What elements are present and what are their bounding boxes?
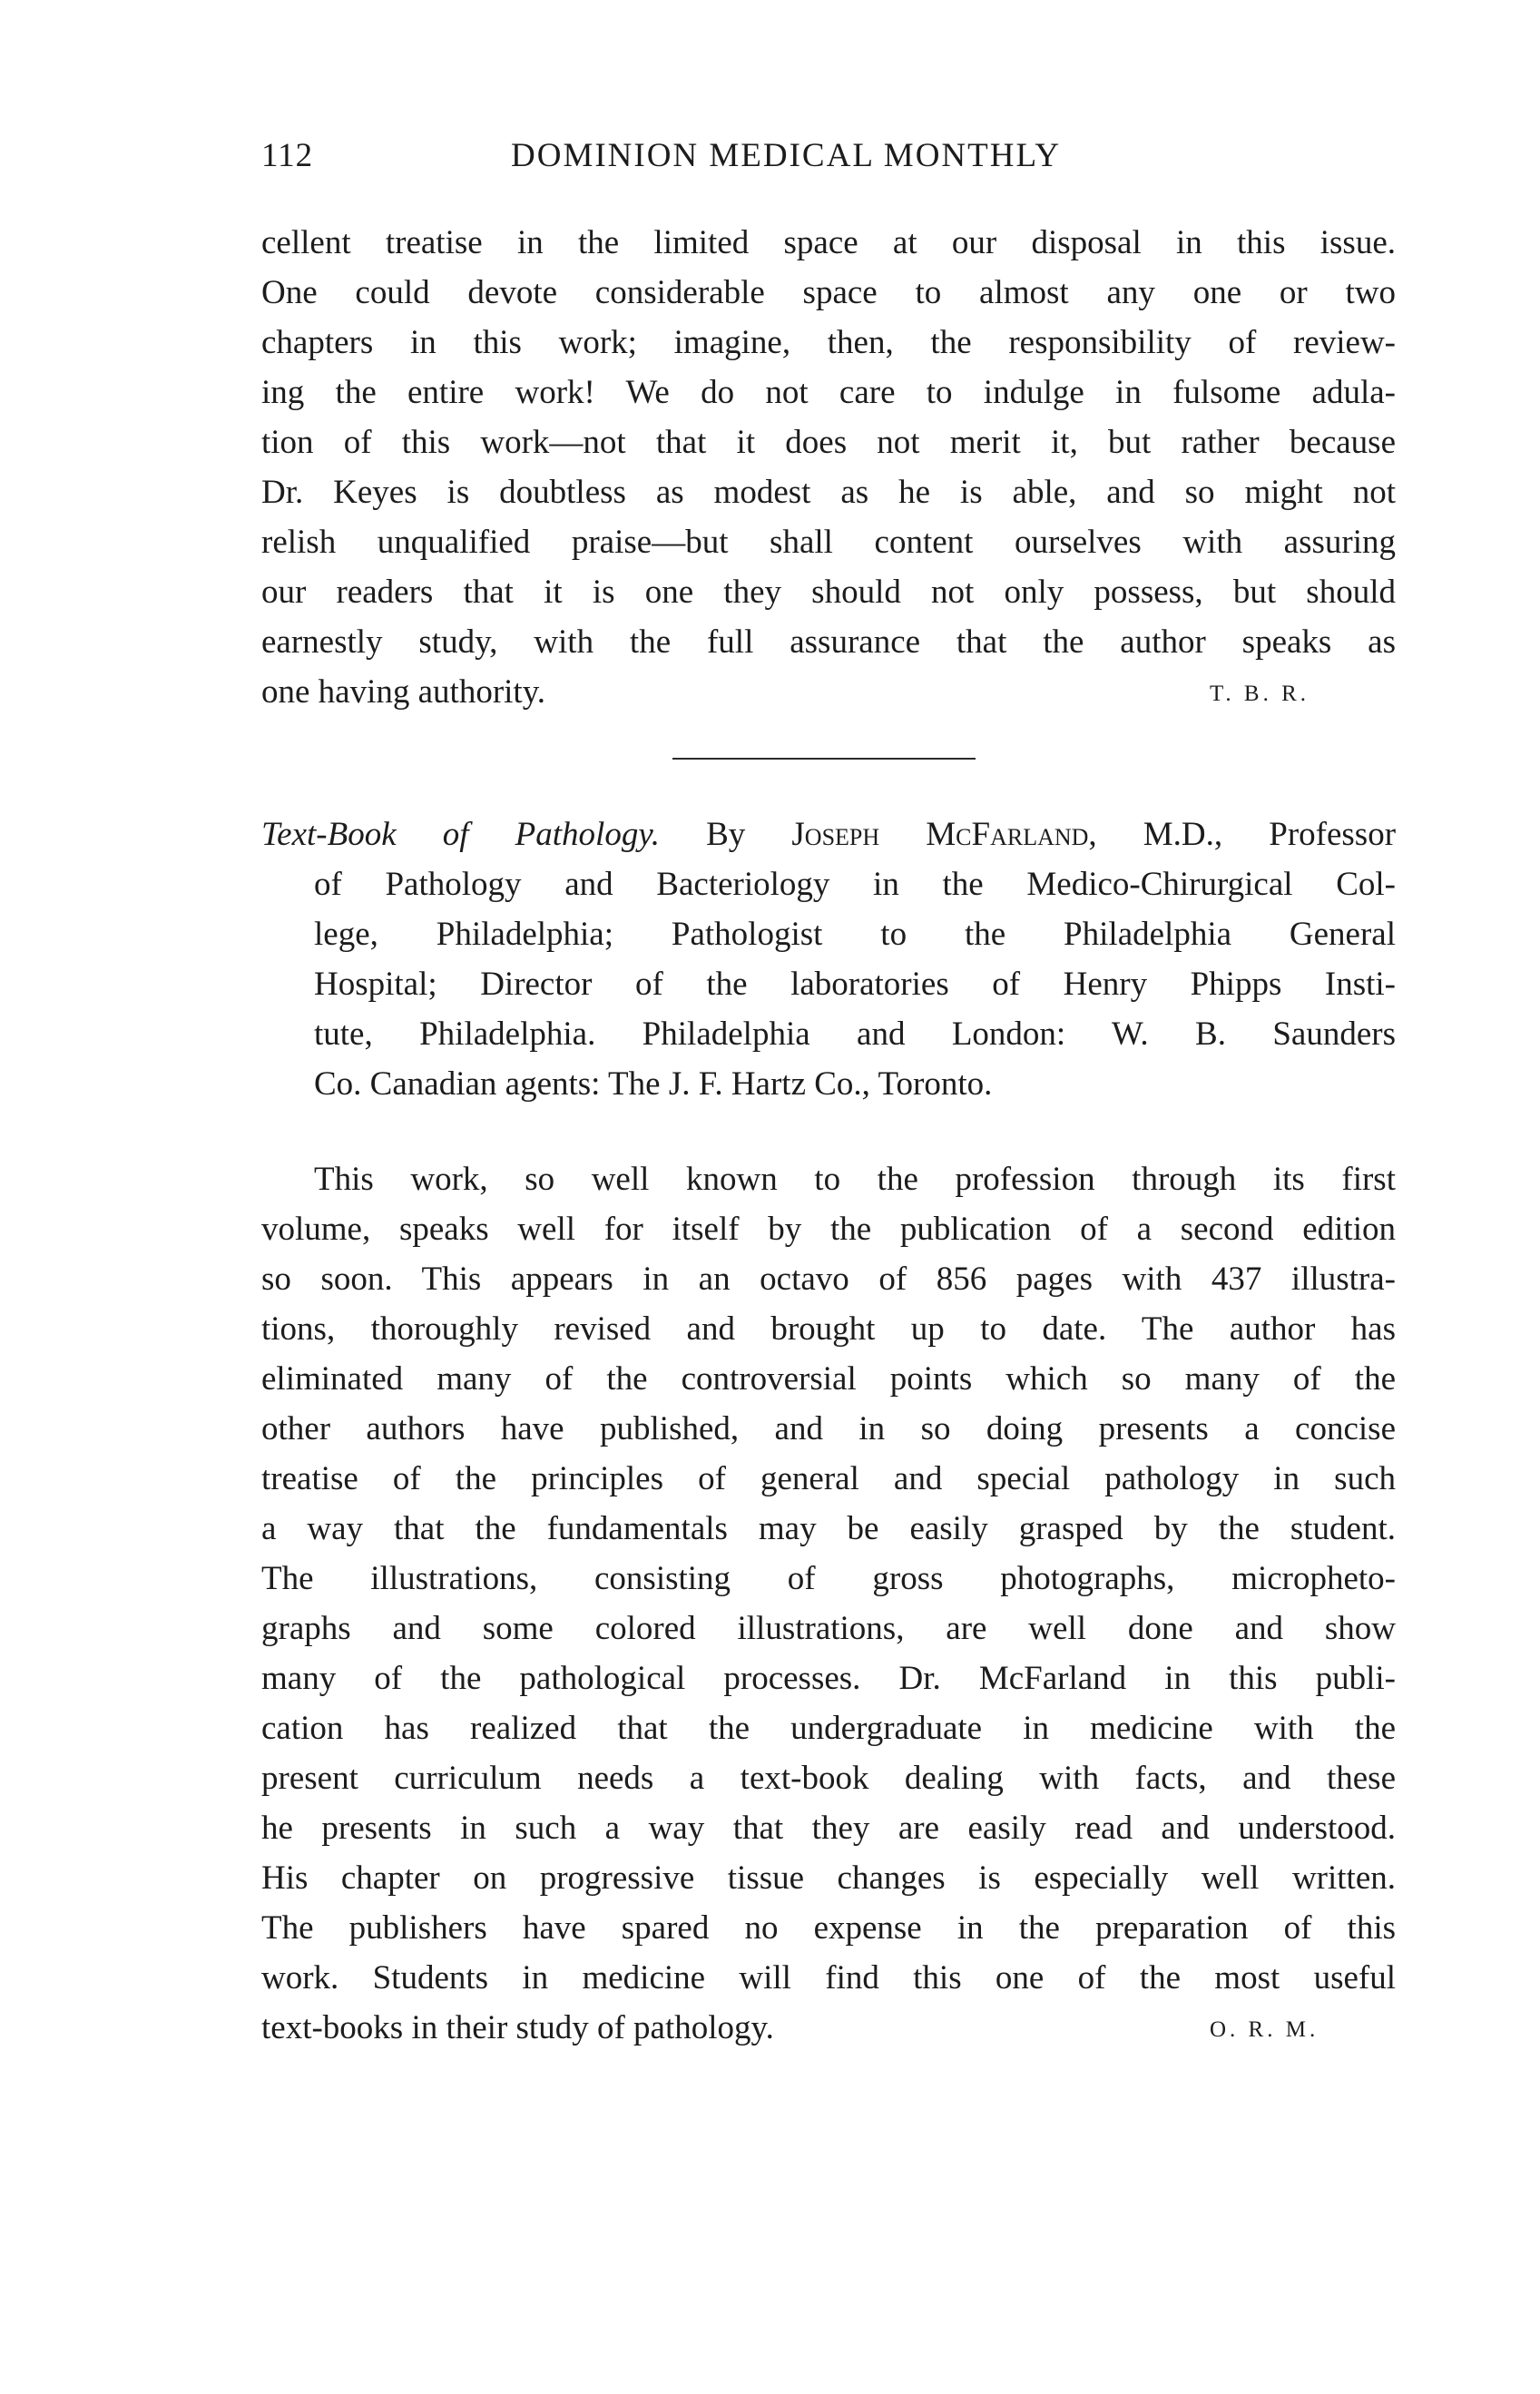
text-line: so soon. This appears in an octavo of 856 pages with 437 illustra- xyxy=(261,1261,1396,1298)
text-line: ing the entire work! We do not care to indulge in fulsome adula- xyxy=(261,374,1396,411)
citation-first-line xyxy=(261,809,1396,859)
reviewer-signature: T. B. R. xyxy=(1210,682,1310,706)
citation-line: lege, Philadelphia; Pathologist to the Philadelphia General xyxy=(314,916,1396,953)
text-line: present curriculum needs a text-book dealing with facts, and these xyxy=(261,1760,1396,1797)
citation-line: Co. Canadian agents: The J. F. Hartz Co., Toronto. xyxy=(314,1065,993,1103)
previous-review-text xyxy=(261,218,1396,717)
page-number: 112 xyxy=(261,137,314,174)
text-line: one having authority. xyxy=(261,673,546,711)
text-line: tions, thoroughly revised and brought up to date. The author has xyxy=(261,1310,1396,1348)
text-line: One could devote considerable space to almost any one or two xyxy=(261,274,1396,311)
text-line: earnestly study, with the full assurance that the author speaks as xyxy=(261,623,1396,661)
text-line: he presents in such a way that they are easily read and understood. xyxy=(261,1810,1396,1847)
text-line: work. Students in medicine will find this one of the most useful xyxy=(261,1959,1396,1997)
text-line: text-books in their study of pathology. xyxy=(261,2009,774,2046)
text-line: Dr. Keyes is doubtless as modest as he is able, and so might not xyxy=(261,474,1396,511)
text-line: other authors have published, and in so doing presents a concise xyxy=(261,1410,1396,1447)
text-line: The illustrations, consisting of gross photographs, micropheto- xyxy=(261,1560,1396,1597)
review-body xyxy=(261,1154,1396,2053)
citation-line: Hospital; Director of the laboratories of Henry Phipps Insti- xyxy=(314,966,1396,1003)
book-title: Text-Book of Pathology. xyxy=(261,816,660,853)
text-line: cation has realized that the undergraduate in medicine with the xyxy=(261,1710,1396,1747)
text-line: tion of this work—not that it does not merit it, but rather because xyxy=(261,424,1396,461)
author-name: Joseph McFarland xyxy=(791,816,1089,853)
text-line-with-signature xyxy=(261,2003,1396,2053)
text-line: graphs and some colored illustrations, are well done and show xyxy=(261,1610,1396,1647)
text-line: treatise of the principles of general and special pathology in such xyxy=(261,1460,1396,1497)
text-line: The publishers have spared no expense in the preparation of this xyxy=(261,1909,1396,1947)
section-divider xyxy=(672,758,976,760)
author-prefix: By xyxy=(706,816,746,853)
text-line-with-signature xyxy=(261,667,1396,717)
text-line: His chapter on progressive tissue changes is especially well written. xyxy=(261,1859,1396,1897)
text-line: cellent treatise in the limited space at our disposal in this issue. xyxy=(261,224,1396,261)
citation-line: of Pathology and Bacteriology in the Medico-Chirurgical Col- xyxy=(314,866,1396,903)
page-header xyxy=(261,136,1246,191)
text-line: This work, so well known to the profession through its first xyxy=(314,1161,1396,1198)
text-line: a way that the fundamentals may be easily grasped by the student. xyxy=(261,1510,1396,1547)
text-line: our readers that it is one they should not only possess, but should xyxy=(261,574,1396,611)
text-line: chapters in this work; imagine, then, the responsibility of review- xyxy=(261,324,1396,361)
text-line: many of the pathological processes. Dr. McFarland in this publi- xyxy=(261,1660,1396,1697)
running-head: DOMINION MEDICAL MONTHLY xyxy=(511,137,1062,174)
text-line: eliminated many of the controversial points which so many of the xyxy=(261,1360,1396,1398)
reviewer-signature: O. R. M. xyxy=(1210,2017,1319,2042)
citation-line: tute, Philadelphia. Philadelphia and London: W. B. Saunders xyxy=(314,1015,1396,1053)
author-credentials: , M.D., Professor xyxy=(1088,816,1397,853)
text-line: volume, speaks well for itself by the publication of a second edition xyxy=(261,1211,1396,1248)
review-citation xyxy=(261,809,1396,1109)
text-line: relish unqualified praise—but shall content ourselves with assuring xyxy=(261,524,1396,561)
